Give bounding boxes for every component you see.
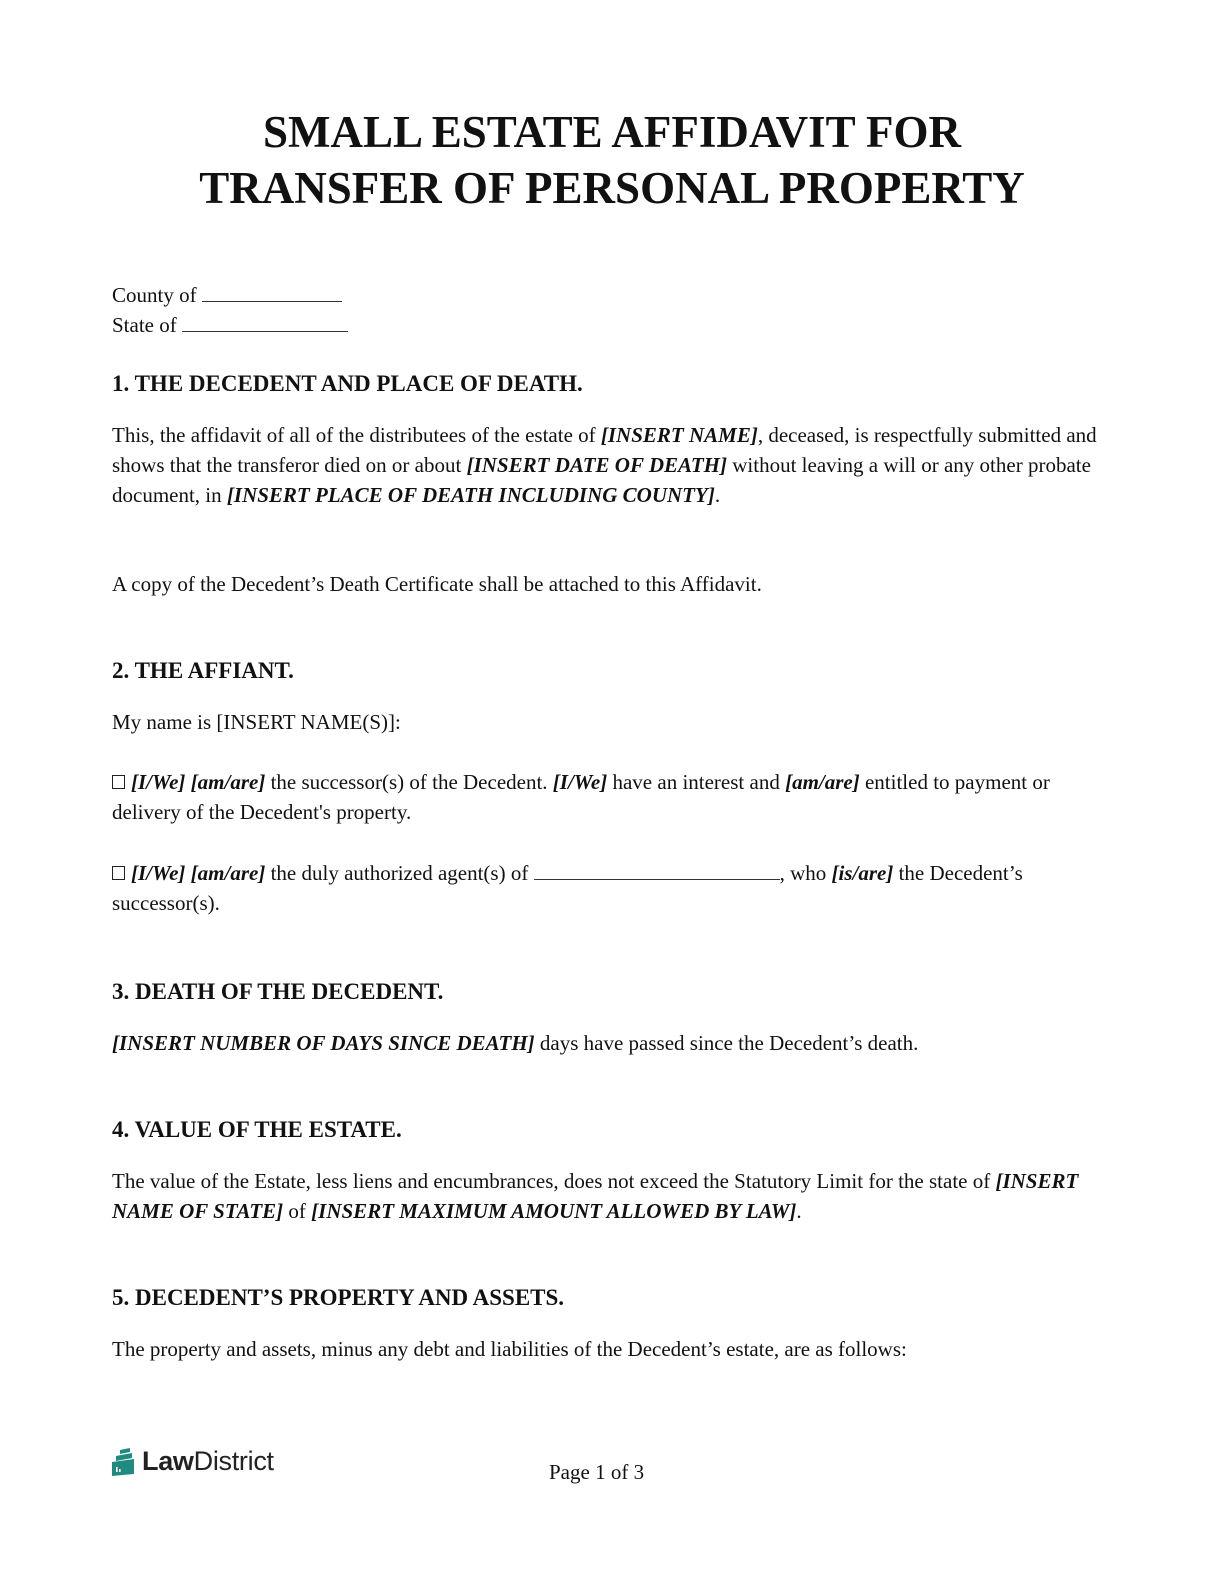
text: of [283, 1199, 312, 1223]
title-line-1: SMALL ESTATE AFFIDAVIT FOR [262, 107, 962, 157]
text: without leaving a will or any other probate document, in [112, 453, 1091, 507]
logo-bold: Law [142, 1446, 194, 1476]
lawdistrict-logo [112, 1446, 274, 1477]
affiant-intro: My name is [INSERT NAME(S)]: [112, 710, 401, 734]
section-3-paragraph [112, 1028, 1112, 1058]
placeholder-date-of-death: [INSERT DATE OF DEATH] [466, 453, 728, 477]
state-line [112, 310, 348, 340]
section-1-paragraph [112, 420, 1112, 510]
text: days have passed since the Decedent’s death. [534, 1031, 919, 1055]
text: the successor(s) of the Decedent. [265, 770, 553, 794]
text: The value of the Estate, less liens and encumbrances, does not exceed the Statutory Limit for the state of [112, 1169, 996, 1193]
section-5-paragraph: The property and assets, minus any debt and liabilities of the Decedent’s estate, are as follows: [112, 1337, 907, 1361]
principal-name-field[interactable] [534, 861, 780, 880]
lawdistrict-logo-icon [112, 1448, 138, 1476]
section-1-heading: 1. THE DECEDENT AND PLACE OF DEATH. [112, 371, 583, 396]
section-4-paragraph [112, 1166, 1112, 1226]
placeholder-state-name: [INSERT NAME OF STATE] [112, 1169, 1079, 1223]
placeholder-i-we-am-are: [I/We] [am/are] [131, 861, 266, 885]
county-field[interactable] [202, 283, 342, 302]
text: , deceased, is respectfully submitted and shows that the transferor died on or about [112, 423, 1097, 477]
section-5-heading: 5. DECEDENT’S PROPERTY AND ASSETS. [112, 1285, 565, 1310]
text: the Decedent’s successor(s). [112, 861, 1023, 915]
page-number: Page 1 of 3 [549, 1460, 645, 1484]
county-label: County of [112, 283, 197, 307]
county-line [112, 280, 342, 310]
document-title [112, 104, 1112, 216]
section-2-heading: 2. THE AFFIANT. [112, 658, 294, 683]
placeholder-am-are: [am/are] [785, 770, 860, 794]
logo-regular: District [193, 1446, 274, 1476]
state-label: State of [112, 313, 177, 337]
text: have an interest and [607, 770, 786, 794]
text: the duly authorized agent(s) of [265, 861, 534, 885]
placeholder-i-we-am-are: [I/We] [am/are] [131, 770, 266, 794]
text: entitled to payment or delivery of the Decedent's property. [112, 770, 1050, 824]
checkbox-agent[interactable] [112, 866, 125, 880]
placeholder-place-of-death: [INSERT PLACE OF DEATH INCLUDING COUNTY] [226, 483, 715, 507]
title-line-2: TRANSFER OF PERSONAL PROPERTY [199, 163, 1025, 213]
placeholder-name: [INSERT NAME] [600, 423, 758, 447]
text: , who [779, 861, 832, 885]
affiant-option-successor [112, 767, 1112, 827]
affiant-option-agent [112, 858, 1112, 918]
text: . [796, 1199, 802, 1223]
lawdistrict-wordmark [142, 1446, 274, 1477]
state-field[interactable] [182, 313, 348, 332]
placeholder-i-we: [I/We] [552, 770, 608, 794]
text: . [714, 483, 721, 507]
placeholder-is-are: [is/are] [831, 861, 894, 885]
section-3-heading: 3. DEATH OF THE DECEDENT. [112, 979, 444, 1004]
placeholder-maximum-amount: [INSERT MAXIMUM AMOUNT ALLOWED BY LAW] [311, 1199, 797, 1223]
text: This, the affidavit of all of the distributees of the estate of [112, 423, 601, 447]
checkbox-successor[interactable] [112, 775, 125, 789]
section-4-heading: 4. VALUE OF THE ESTATE. [112, 1117, 402, 1142]
death-certificate-note: A copy of the Decedent’s Death Certificate shall be attached to this Affidavit. [112, 572, 762, 596]
placeholder-days-since-death: [INSERT NUMBER OF DAYS SINCE DEATH] [112, 1031, 535, 1055]
